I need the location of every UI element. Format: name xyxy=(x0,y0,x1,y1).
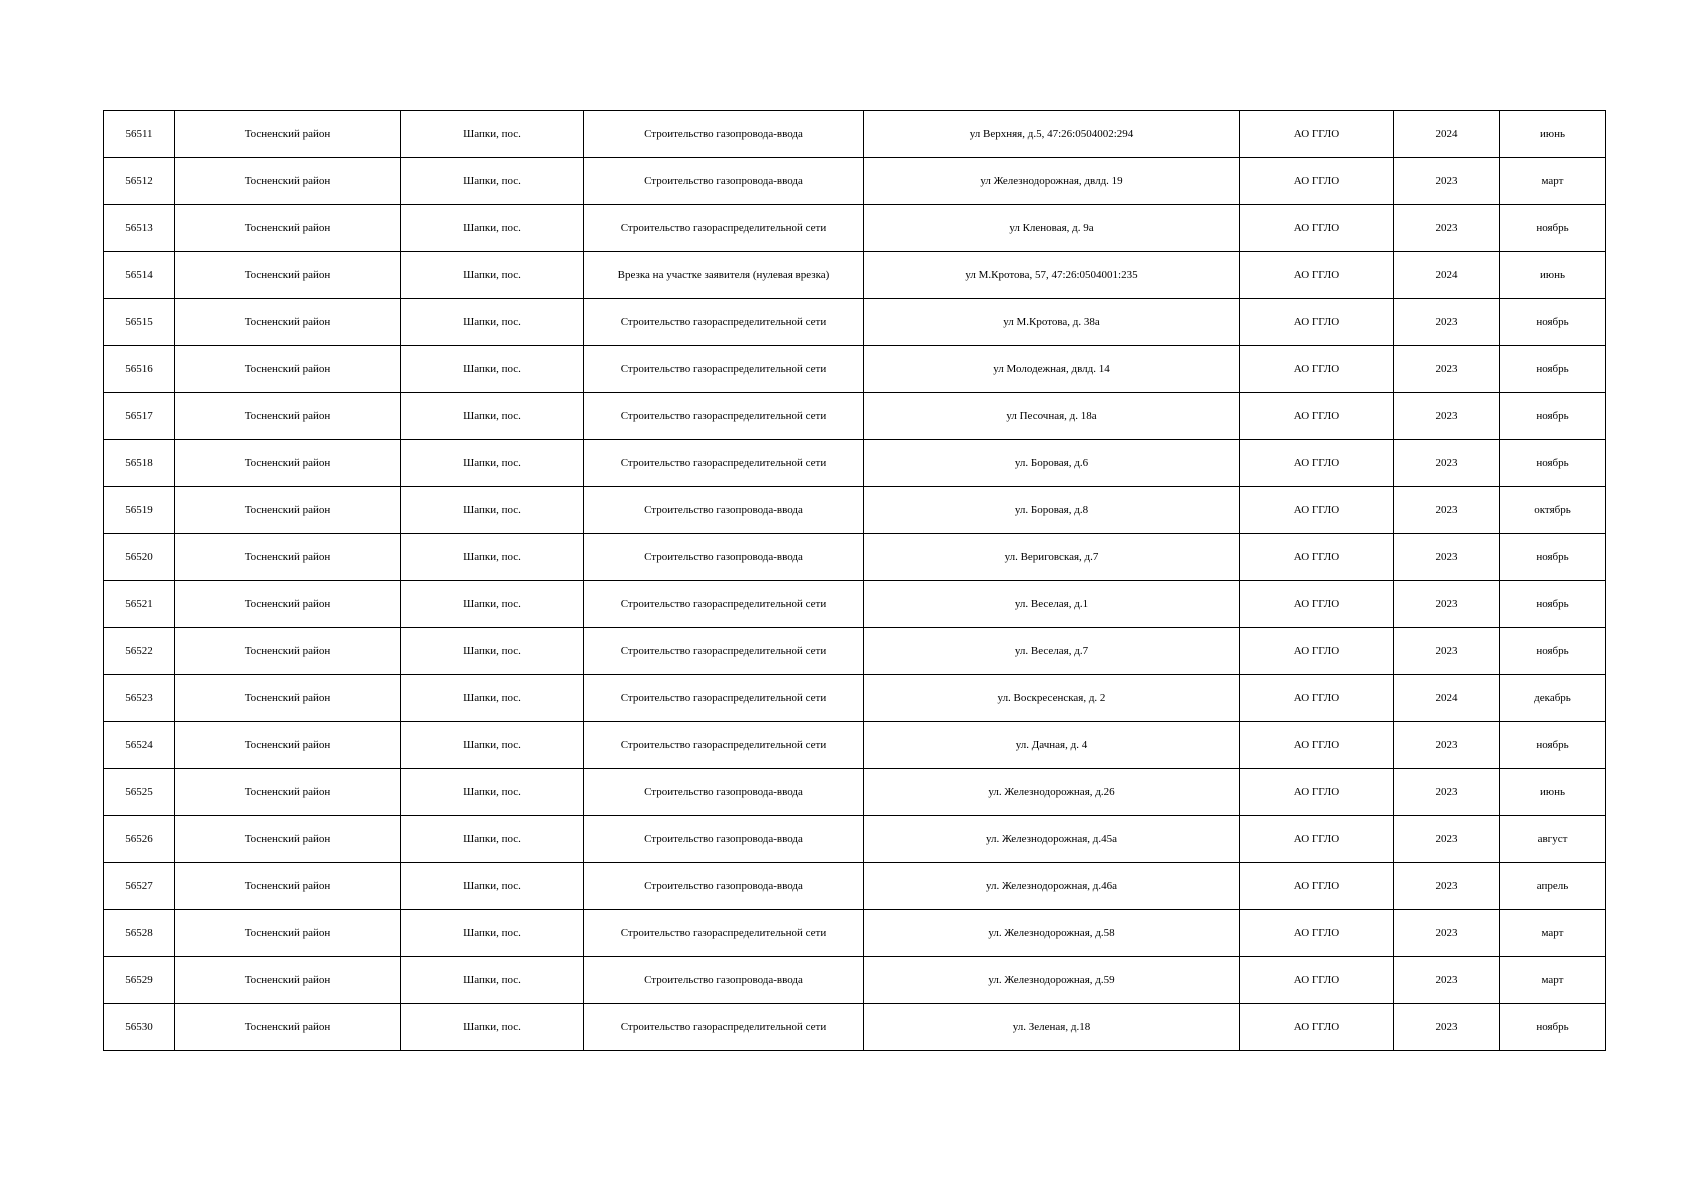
cell-year: 2023 xyxy=(1394,393,1500,440)
cell-organization: АО ГГЛО xyxy=(1240,158,1394,205)
cell-district: Тосненский район xyxy=(175,393,401,440)
cell-month: апрель xyxy=(1500,863,1606,910)
cell-month: ноябрь xyxy=(1500,1004,1606,1051)
table-row xyxy=(104,1004,1606,1051)
cell-month: ноябрь xyxy=(1500,534,1606,581)
cell-work-type: Строительство газораспределительной сети xyxy=(584,581,864,628)
cell-district: Тосненский район xyxy=(175,487,401,534)
cell-work-type: Строительство газопровода-ввода xyxy=(584,863,864,910)
cell-month: ноябрь xyxy=(1500,628,1606,675)
cell-district: Тосненский район xyxy=(175,816,401,863)
cell-settlement: Шапки, пос. xyxy=(401,346,584,393)
cell-district: Тосненский район xyxy=(175,957,401,1004)
cell-id: 56513 xyxy=(104,205,175,252)
cell-month: август xyxy=(1500,816,1606,863)
cell-work-type: Строительство газораспределительной сети xyxy=(584,205,864,252)
cell-id: 56517 xyxy=(104,393,175,440)
table-row xyxy=(104,440,1606,487)
cell-work-type: Врезка на участке заявителя (нулевая врезка) xyxy=(584,252,864,299)
table-row xyxy=(104,205,1606,252)
cell-settlement: Шапки, пос. xyxy=(401,910,584,957)
cell-month: ноябрь xyxy=(1500,346,1606,393)
cell-id: 56526 xyxy=(104,816,175,863)
cell-id: 56524 xyxy=(104,722,175,769)
cell-address: ул М.Кротова, 57, 47:26:0504001:235 xyxy=(864,252,1240,299)
cell-district: Тосненский район xyxy=(175,252,401,299)
cell-month: март xyxy=(1500,910,1606,957)
cell-settlement: Шапки, пос. xyxy=(401,769,584,816)
cell-address: ул. Вериговская, д.7 xyxy=(864,534,1240,581)
cell-district: Тосненский район xyxy=(175,346,401,393)
cell-organization: АО ГГЛО xyxy=(1240,346,1394,393)
table-row xyxy=(104,722,1606,769)
table-row xyxy=(104,299,1606,346)
cell-month: июнь xyxy=(1500,769,1606,816)
cell-organization: АО ГГЛО xyxy=(1240,722,1394,769)
table-row xyxy=(104,393,1606,440)
cell-address: ул М.Кротова, д. 38а xyxy=(864,299,1240,346)
table-row xyxy=(104,534,1606,581)
cell-month: ноябрь xyxy=(1500,722,1606,769)
cell-month: ноябрь xyxy=(1500,440,1606,487)
cell-address: ул. Дачная, д. 4 xyxy=(864,722,1240,769)
cell-id: 56512 xyxy=(104,158,175,205)
cell-id: 56518 xyxy=(104,440,175,487)
cell-settlement: Шапки, пос. xyxy=(401,863,584,910)
cell-id: 56528 xyxy=(104,910,175,957)
table-row xyxy=(104,158,1606,205)
table-body xyxy=(104,111,1606,1051)
cell-district: Тосненский район xyxy=(175,581,401,628)
cell-settlement: Шапки, пос. xyxy=(401,205,584,252)
cell-year: 2023 xyxy=(1394,158,1500,205)
cell-year: 2024 xyxy=(1394,111,1500,158)
cell-address: ул Кленовая, д. 9а xyxy=(864,205,1240,252)
cell-organization: АО ГГЛО xyxy=(1240,111,1394,158)
cell-address: ул. Железнодорожная, д.26 xyxy=(864,769,1240,816)
cell-address: ул. Веселая, д.7 xyxy=(864,628,1240,675)
cell-district: Тосненский район xyxy=(175,675,401,722)
cell-settlement: Шапки, пос. xyxy=(401,581,584,628)
cell-work-type: Строительство газораспределительной сети xyxy=(584,346,864,393)
cell-id: 56519 xyxy=(104,487,175,534)
cell-organization: АО ГГЛО xyxy=(1240,910,1394,957)
cell-organization: АО ГГЛО xyxy=(1240,863,1394,910)
table-row xyxy=(104,863,1606,910)
cell-month: март xyxy=(1500,957,1606,1004)
table-row xyxy=(104,581,1606,628)
cell-month: ноябрь xyxy=(1500,205,1606,252)
cell-address: ул. Железнодорожная, д.46а xyxy=(864,863,1240,910)
cell-organization: АО ГГЛО xyxy=(1240,252,1394,299)
cell-district: Тосненский район xyxy=(175,158,401,205)
cell-year: 2023 xyxy=(1394,440,1500,487)
cell-id: 56520 xyxy=(104,534,175,581)
cell-settlement: Шапки, пос. xyxy=(401,299,584,346)
cell-month: ноябрь xyxy=(1500,299,1606,346)
cell-month: март xyxy=(1500,158,1606,205)
cell-year: 2023 xyxy=(1394,816,1500,863)
table-row xyxy=(104,769,1606,816)
cell-organization: АО ГГЛО xyxy=(1240,393,1394,440)
cell-settlement: Шапки, пос. xyxy=(401,252,584,299)
cell-year: 2023 xyxy=(1394,910,1500,957)
cell-district: Тосненский район xyxy=(175,863,401,910)
cell-district: Тосненский район xyxy=(175,910,401,957)
cell-district: Тосненский район xyxy=(175,440,401,487)
cell-work-type: Строительство газораспределительной сети xyxy=(584,440,864,487)
cell-year: 2024 xyxy=(1394,252,1500,299)
cell-address: ул. Железнодорожная, д.59 xyxy=(864,957,1240,1004)
table-row xyxy=(104,111,1606,158)
cell-settlement: Шапки, пос. xyxy=(401,722,584,769)
cell-year: 2023 xyxy=(1394,1004,1500,1051)
cell-address: ул Верхняя, д.5, 47:26:0504002:294 xyxy=(864,111,1240,158)
cell-id: 56511 xyxy=(104,111,175,158)
cell-settlement: Шапки, пос. xyxy=(401,675,584,722)
cell-id: 56514 xyxy=(104,252,175,299)
cell-organization: АО ГГЛО xyxy=(1240,440,1394,487)
cell-organization: АО ГГЛО xyxy=(1240,628,1394,675)
cell-year: 2023 xyxy=(1394,205,1500,252)
cell-district: Тосненский район xyxy=(175,722,401,769)
cell-work-type: Строительство газопровода-ввода xyxy=(584,158,864,205)
cell-address: ул. Веселая, д.1 xyxy=(864,581,1240,628)
cell-year: 2023 xyxy=(1394,628,1500,675)
cell-id: 56525 xyxy=(104,769,175,816)
cell-work-type: Строительство газораспределительной сети xyxy=(584,910,864,957)
cell-district: Тосненский район xyxy=(175,205,401,252)
cell-organization: АО ГГЛО xyxy=(1240,769,1394,816)
cell-month: ноябрь xyxy=(1500,393,1606,440)
cell-month: июнь xyxy=(1500,252,1606,299)
cell-year: 2023 xyxy=(1394,863,1500,910)
cell-settlement: Шапки, пос. xyxy=(401,158,584,205)
cell-district: Тосненский район xyxy=(175,534,401,581)
cell-settlement: Шапки, пос. xyxy=(401,393,584,440)
cell-work-type: Строительство газораспределительной сети xyxy=(584,675,864,722)
cell-organization: АО ГГЛО xyxy=(1240,816,1394,863)
cell-organization: АО ГГЛО xyxy=(1240,581,1394,628)
cell-id: 56515 xyxy=(104,299,175,346)
cell-address: ул. Боровая, д.8 xyxy=(864,487,1240,534)
cell-id: 56529 xyxy=(104,957,175,1004)
table-row xyxy=(104,487,1606,534)
cell-settlement: Шапки, пос. xyxy=(401,628,584,675)
cell-organization: АО ГГЛО xyxy=(1240,1004,1394,1051)
table-row xyxy=(104,816,1606,863)
cell-settlement: Шапки, пос. xyxy=(401,440,584,487)
cell-work-type: Строительство газопровода-ввода xyxy=(584,957,864,1004)
cell-year: 2023 xyxy=(1394,534,1500,581)
table-row xyxy=(104,675,1606,722)
cell-work-type: Строительство газопровода-ввода xyxy=(584,487,864,534)
cell-settlement: Шапки, пос. xyxy=(401,111,584,158)
table-row xyxy=(104,957,1606,1004)
cell-address: ул. Воскресенская, д. 2 xyxy=(864,675,1240,722)
cell-organization: АО ГГЛО xyxy=(1240,534,1394,581)
cell-organization: АО ГГЛО xyxy=(1240,205,1394,252)
cell-work-type: Строительство газораспределительной сети xyxy=(584,393,864,440)
gasification-registry-table xyxy=(103,110,1606,1051)
cell-address: ул. Железнодорожная, д.58 xyxy=(864,910,1240,957)
cell-month: декабрь xyxy=(1500,675,1606,722)
cell-district: Тосненский район xyxy=(175,299,401,346)
cell-address: ул. Железнодорожная, д.45а xyxy=(864,816,1240,863)
cell-year: 2024 xyxy=(1394,675,1500,722)
cell-district: Тосненский район xyxy=(175,769,401,816)
cell-settlement: Шапки, пос. xyxy=(401,487,584,534)
cell-work-type: Строительство газопровода-ввода xyxy=(584,534,864,581)
cell-organization: АО ГГЛО xyxy=(1240,487,1394,534)
cell-year: 2023 xyxy=(1394,299,1500,346)
cell-id: 56521 xyxy=(104,581,175,628)
cell-organization: АО ГГЛО xyxy=(1240,675,1394,722)
cell-id: 56527 xyxy=(104,863,175,910)
cell-work-type: Строительство газораспределительной сети xyxy=(584,722,864,769)
cell-work-type: Строительство газораспределительной сети xyxy=(584,299,864,346)
table-row xyxy=(104,252,1606,299)
cell-settlement: Шапки, пос. xyxy=(401,534,584,581)
cell-year: 2023 xyxy=(1394,957,1500,1004)
cell-month: июнь xyxy=(1500,111,1606,158)
cell-organization: АО ГГЛО xyxy=(1240,957,1394,1004)
cell-id: 56516 xyxy=(104,346,175,393)
cell-settlement: Шапки, пос. xyxy=(401,1004,584,1051)
cell-address: ул Песочная, д. 18а xyxy=(864,393,1240,440)
cell-work-type: Строительство газораспределительной сети xyxy=(584,628,864,675)
cell-district: Тосненский район xyxy=(175,628,401,675)
cell-month: ноябрь xyxy=(1500,581,1606,628)
cell-district: Тосненский район xyxy=(175,1004,401,1051)
cell-work-type: Строительство газораспределительной сети xyxy=(584,1004,864,1051)
cell-settlement: Шапки, пос. xyxy=(401,957,584,1004)
cell-address: ул Железнодорожная, двлд. 19 xyxy=(864,158,1240,205)
cell-work-type: Строительство газопровода-ввода xyxy=(584,111,864,158)
table-row xyxy=(104,628,1606,675)
cell-work-type: Строительство газопровода-ввода xyxy=(584,816,864,863)
cell-address: ул. Боровая, д.6 xyxy=(864,440,1240,487)
cell-id: 56530 xyxy=(104,1004,175,1051)
cell-year: 2023 xyxy=(1394,487,1500,534)
cell-month: октябрь xyxy=(1500,487,1606,534)
cell-address: ул Молодежная, двлд. 14 xyxy=(864,346,1240,393)
cell-year: 2023 xyxy=(1394,581,1500,628)
cell-id: 56523 xyxy=(104,675,175,722)
cell-district: Тосненский район xyxy=(175,111,401,158)
cell-settlement: Шапки, пос. xyxy=(401,816,584,863)
cell-id: 56522 xyxy=(104,628,175,675)
table-row xyxy=(104,346,1606,393)
cell-year: 2023 xyxy=(1394,769,1500,816)
cell-year: 2023 xyxy=(1394,346,1500,393)
cell-work-type: Строительство газопровода-ввода xyxy=(584,769,864,816)
cell-address: ул. Зеленая, д.18 xyxy=(864,1004,1240,1051)
cell-year: 2023 xyxy=(1394,722,1500,769)
table-row xyxy=(104,910,1606,957)
cell-organization: АО ГГЛО xyxy=(1240,299,1394,346)
